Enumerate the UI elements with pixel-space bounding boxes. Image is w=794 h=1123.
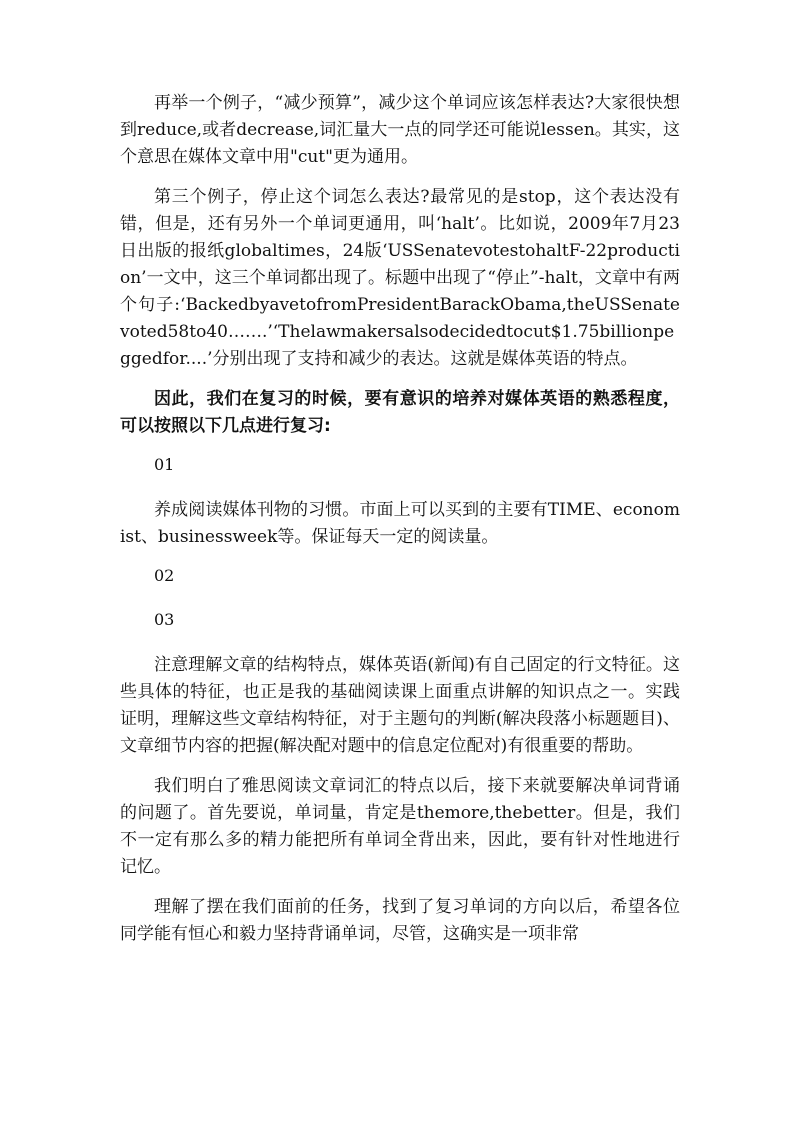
paragraph-persistence: 理解了摆在我们面前的任务，找到了复习单词的方向以后，希望各位同学能有恒心和毅力坚持背诵单词，尽管，这确实是一项非常 xyxy=(120,897,680,944)
paragraph-budget-cut: 再举一个例子，“减少预算”，减少这个单词应该怎样表达?大家很快想到reduce,或者decrease,词汇量大一点的同学还可能说lessen。其实，这个意思在媒体文章中用"cut"更为通用。 xyxy=(120,93,680,167)
item-number-01: 01 xyxy=(154,455,175,474)
paragraph-vocabulary: 我们明白了雅思阅读文章词汇的特点以后，接下来就要解决单词背诵的问题了。首先要说，单词量，肯定是themore,thebetter。但是，我们不一定有那么多的精力能把所有单词全背出来，因此，要有针对性地进行记忆。 xyxy=(120,776,680,877)
item-number-03: 03 xyxy=(154,610,175,629)
item-number-02: 02 xyxy=(154,566,175,585)
paragraph-review-intro: 因此，我们在复习的时候，要有意识的培养对媒体英语的熟悉程度，可以按照以下几点进行复习: xyxy=(120,389,680,436)
paragraph-reading-habit: 养成阅读媒体刊物的习惯。市面上可以买到的主要有TIME、economist、businessweek等。保证每天一定的阅读量。 xyxy=(120,500,680,547)
paragraph-structure: 注意理解文章的结构特点，媒体英语(新闻)有自己固定的行文特征。这些具体的特征，也正是我的基础阅读课上面重点讲解的知识点之一。实践证明，理解这些文章结构特征，对于主题句的判断(解决段落小标题题目)、文章细节内容的把握(解决配对题中的信息定位配对)有很重要的帮助。 xyxy=(120,655,680,756)
paragraph-halt-example: 第三个例子，停止这个词怎么表达?最常见的是stop，这个表达没有错，但是，还有另外一个单词更通用，叫‘halt’。比如说，2009年7月23日出版的报纸globaltimes，24版‘USSenatevotestohaltF-22production’一文中，这三个单词都出现了。标题中出现了“停止”-halt，文章中有两个句子:‘BackedbyavetofromPresidentBarackObama,theUSSenatevoted58to40…….’‘Thelawmakersalsodecidedtocut$1.75billionpeggedfor....’分别出现了支持和减少的表达。这就是媒体英语的特点。 xyxy=(120,187,680,369)
document-page xyxy=(120,90,680,961)
